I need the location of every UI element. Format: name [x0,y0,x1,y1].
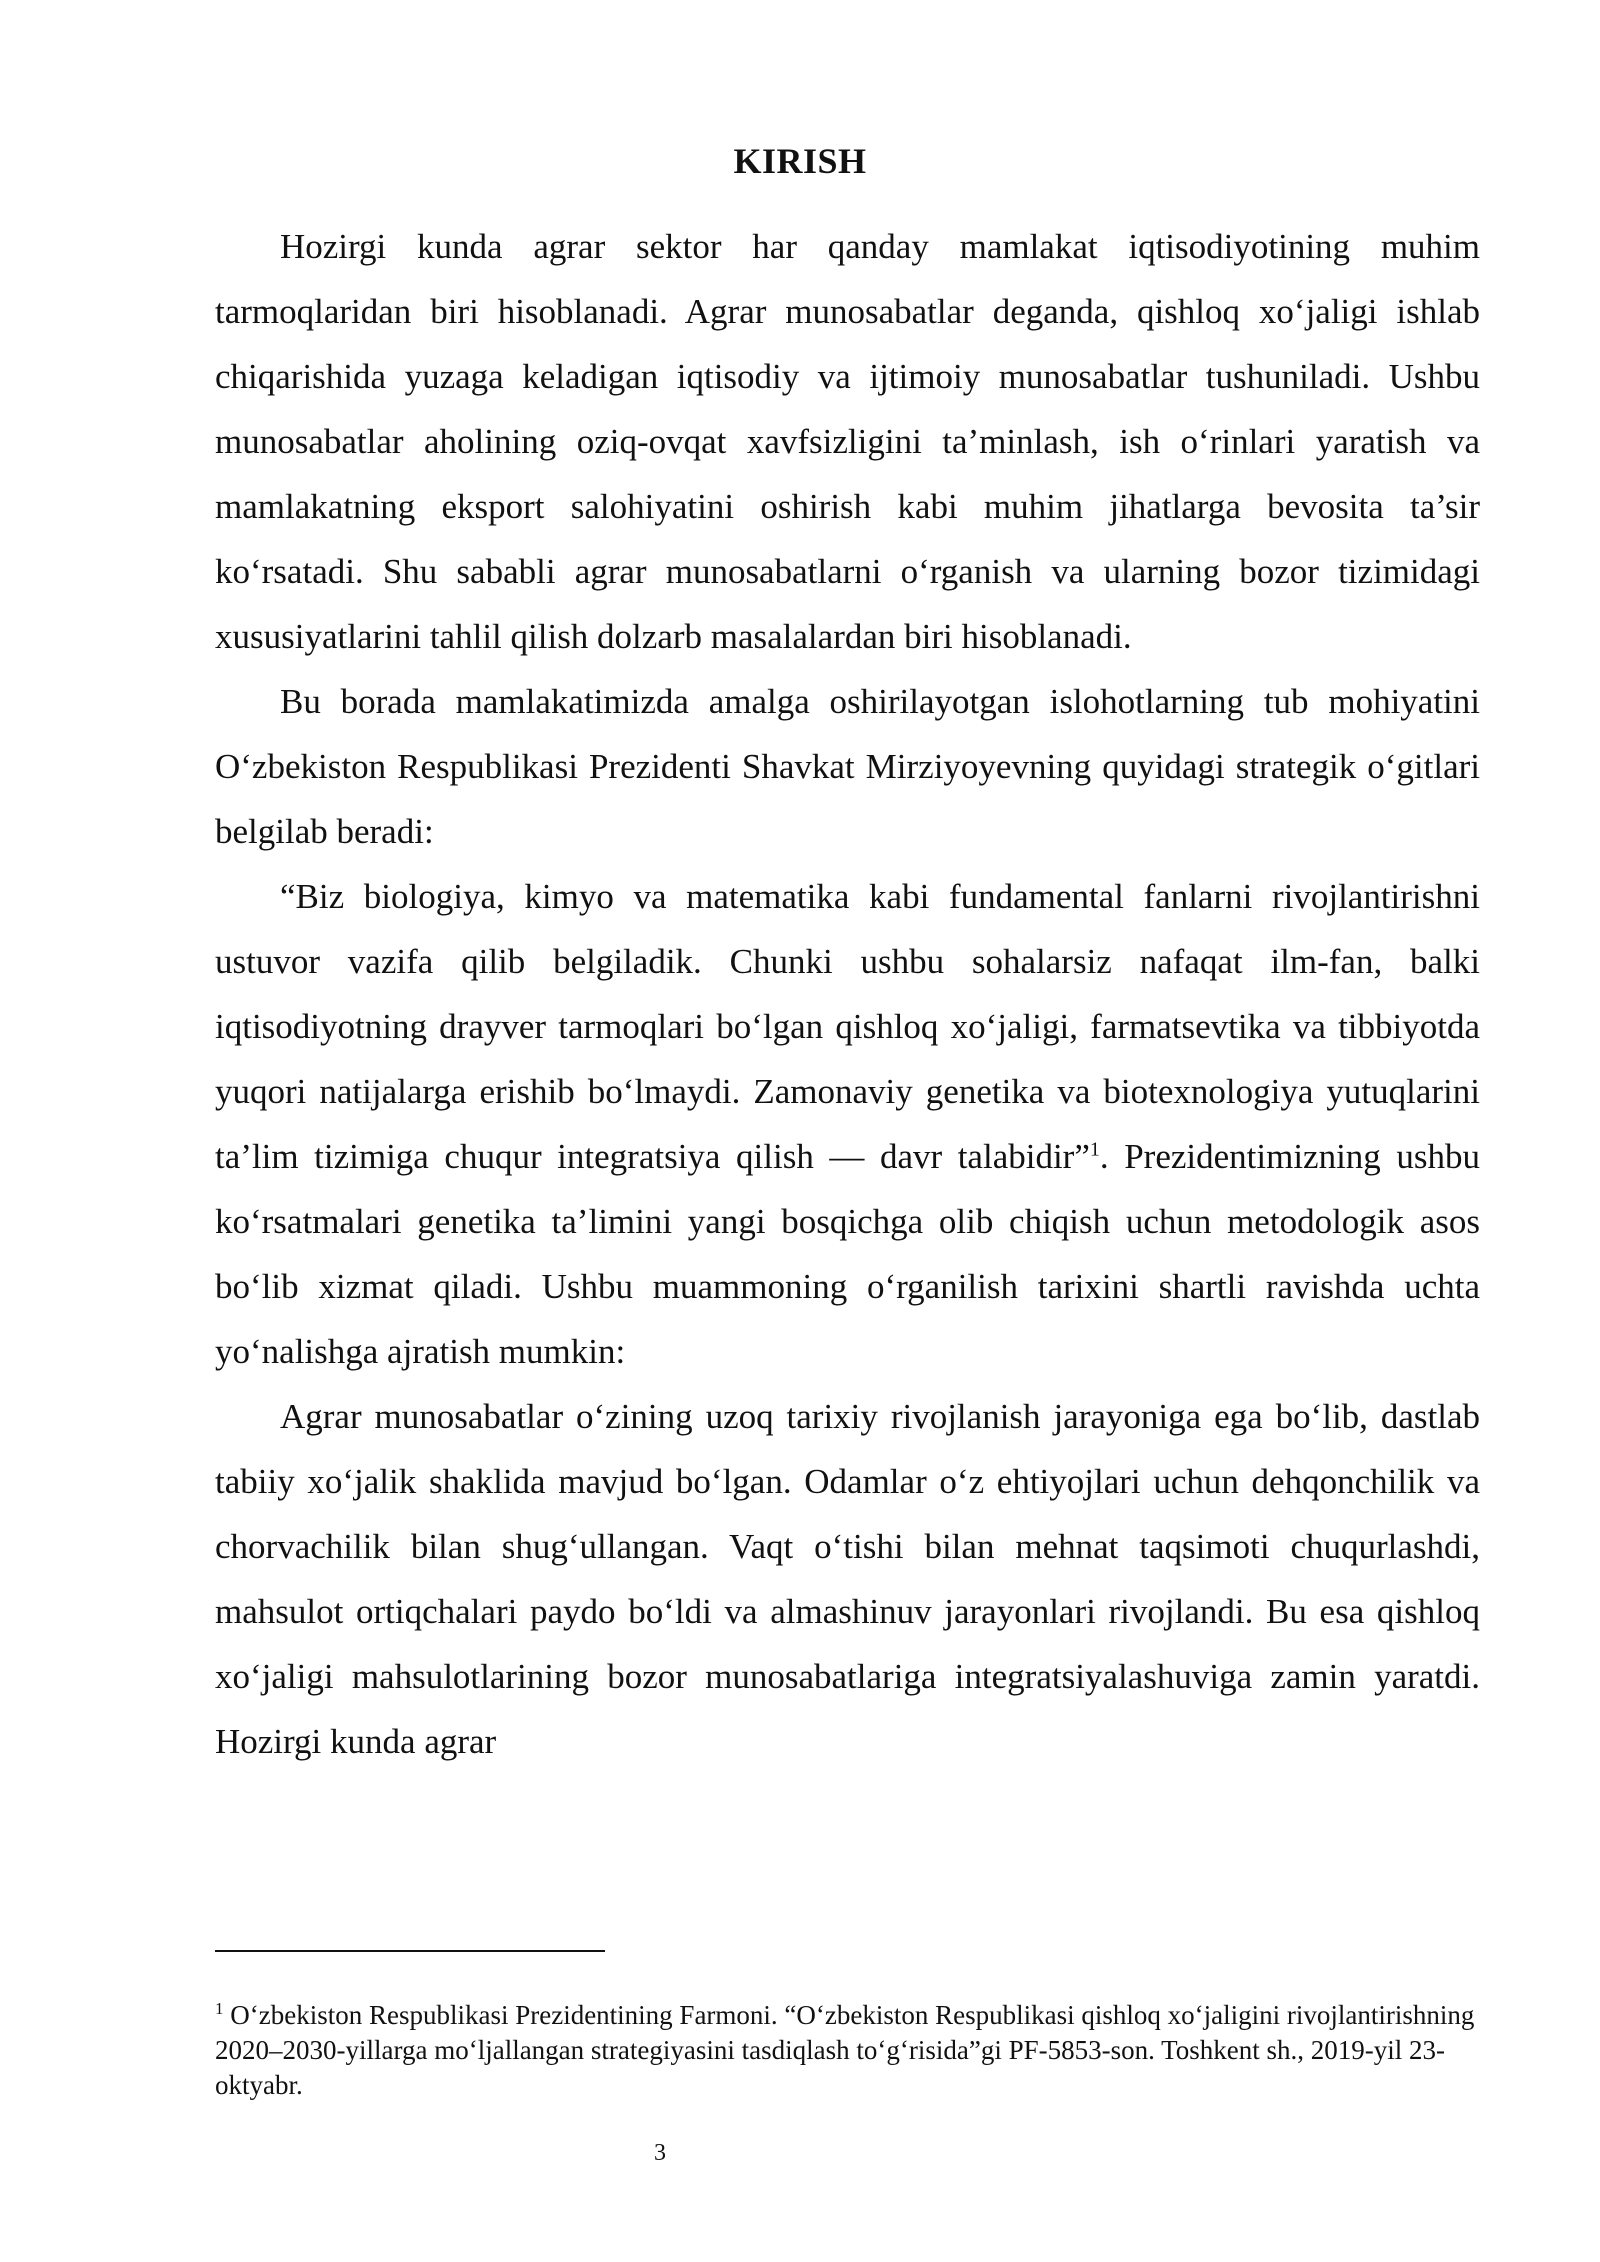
quote-continuation: . Prezidentimizning ushbu ko‘rsatmalari genetika ta’limini yangi bosqichga olib chiqish uchun metodologik asos bo‘lib xizmat qiladi. Ushbu muammoning o‘rganilish tarixini shartli ravishda uchta yo‘nalishga ajratish mumkin: [215,1137,1480,1371]
footnote-separator [215,1950,605,1952]
page-number: 3 [654,2140,666,2166]
paragraph-3-quote [215,864,1480,1384]
body-text [215,214,1480,1774]
footnote [215,1998,1480,2103]
paragraph-4: Agrar munosabatlar o‘zining uzoq tarixiy rivojlanish jarayoniga ega bo‘lib, dastlab tabiiy xo‘jalik shaklida mavjud bo‘lgan. Odamlar o‘z ehtiyojlari uchun dehqonchilik va chorvachilik bilan shug‘ullangan. Vaqt o‘tishi bilan mehnat taqsimoti chuqurlashdi, mahsulot ortiqchalari paydo bo‘ldi va almashinuv jarayonlari rivojlandi. Bu esa qishloq xo‘jaligi mahsulotlarining bozor munosabatlariga integratsiyalashuviga zamin yaratdi. Hozirgi kunda agrar [215,1397,1480,1761]
footnote-marker: 1 [215,1999,224,2018]
quote-text: “Biz biologiya, kimyo va matematika kabi fundamental fanlarni rivojlantirishni ustuvor vazifa qilib belgiladik. Chunki ushbu sohalarsiz nafaqat ilm-fan, balki iqtisodiyotning drayver tarmoqlari bo‘lgan qishloq xo‘jaligi, farmatsevtika va tibbiyotda yuqori natijalarga erishib bo‘lmaydi. Zamonaviy genetika va biotexnologiya yutuqlarini ta’lim tizimiga chuqur integratsiya qilish — davr talabidir” [215,877,1480,1176]
footnote-text: O‘zbekiston Respublikasi Prezidentining Farmoni. “O‘zbekiston Respublikasi qishloq xo‘jaligini rivojlantirishning 2020–2030-yillarga mo‘ljallangan strategiyasini tasdiqlash to‘g‘risida”gi PF-5853-son. Toshkent sh., 2019-yil 23-oktyabr. [215,2000,1475,2100]
paragraph-2: Bu borada mamlakatimizda amalga oshirilayotgan islohotlarning tub mohiyatini O‘zbekiston Respublikasi Prezidenti Shavkat Mirziyoyevning quyidagi strategik o‘gitlari belgilab beradi: [215,682,1480,851]
paragraph-1: Hozirgi kunda agrar sektor har qanday mamlakat iqtisodiyotining muhim tarmoqlaridan biri hisoblanadi. Agrar munosabatlar deganda, qishloq xo‘jaligi ishlab chiqarishida yuzaga keladigan iqtisodiy va ijtimoiy munosabatlar tushuniladi. Ushbu munosabatlar aholining oziq-ovqat xavfsizligini ta’minlash, ish o‘rinlari yaratish va mamlakatning eksport salohiyatini oshirish kabi muhim jihatlarga bevosita ta’sir ko‘rsatadi. Shu sababli agrar munosabatlarni o‘rganish va ularning bozor tizimidagi xususiyatlarini tahlil qilish dolzarb masalalardan biri hisoblanadi. [215,227,1480,656]
section-heading: KIRISH [733,141,867,181]
footnote-reference[interactable]: 1 [1089,1138,1100,1161]
